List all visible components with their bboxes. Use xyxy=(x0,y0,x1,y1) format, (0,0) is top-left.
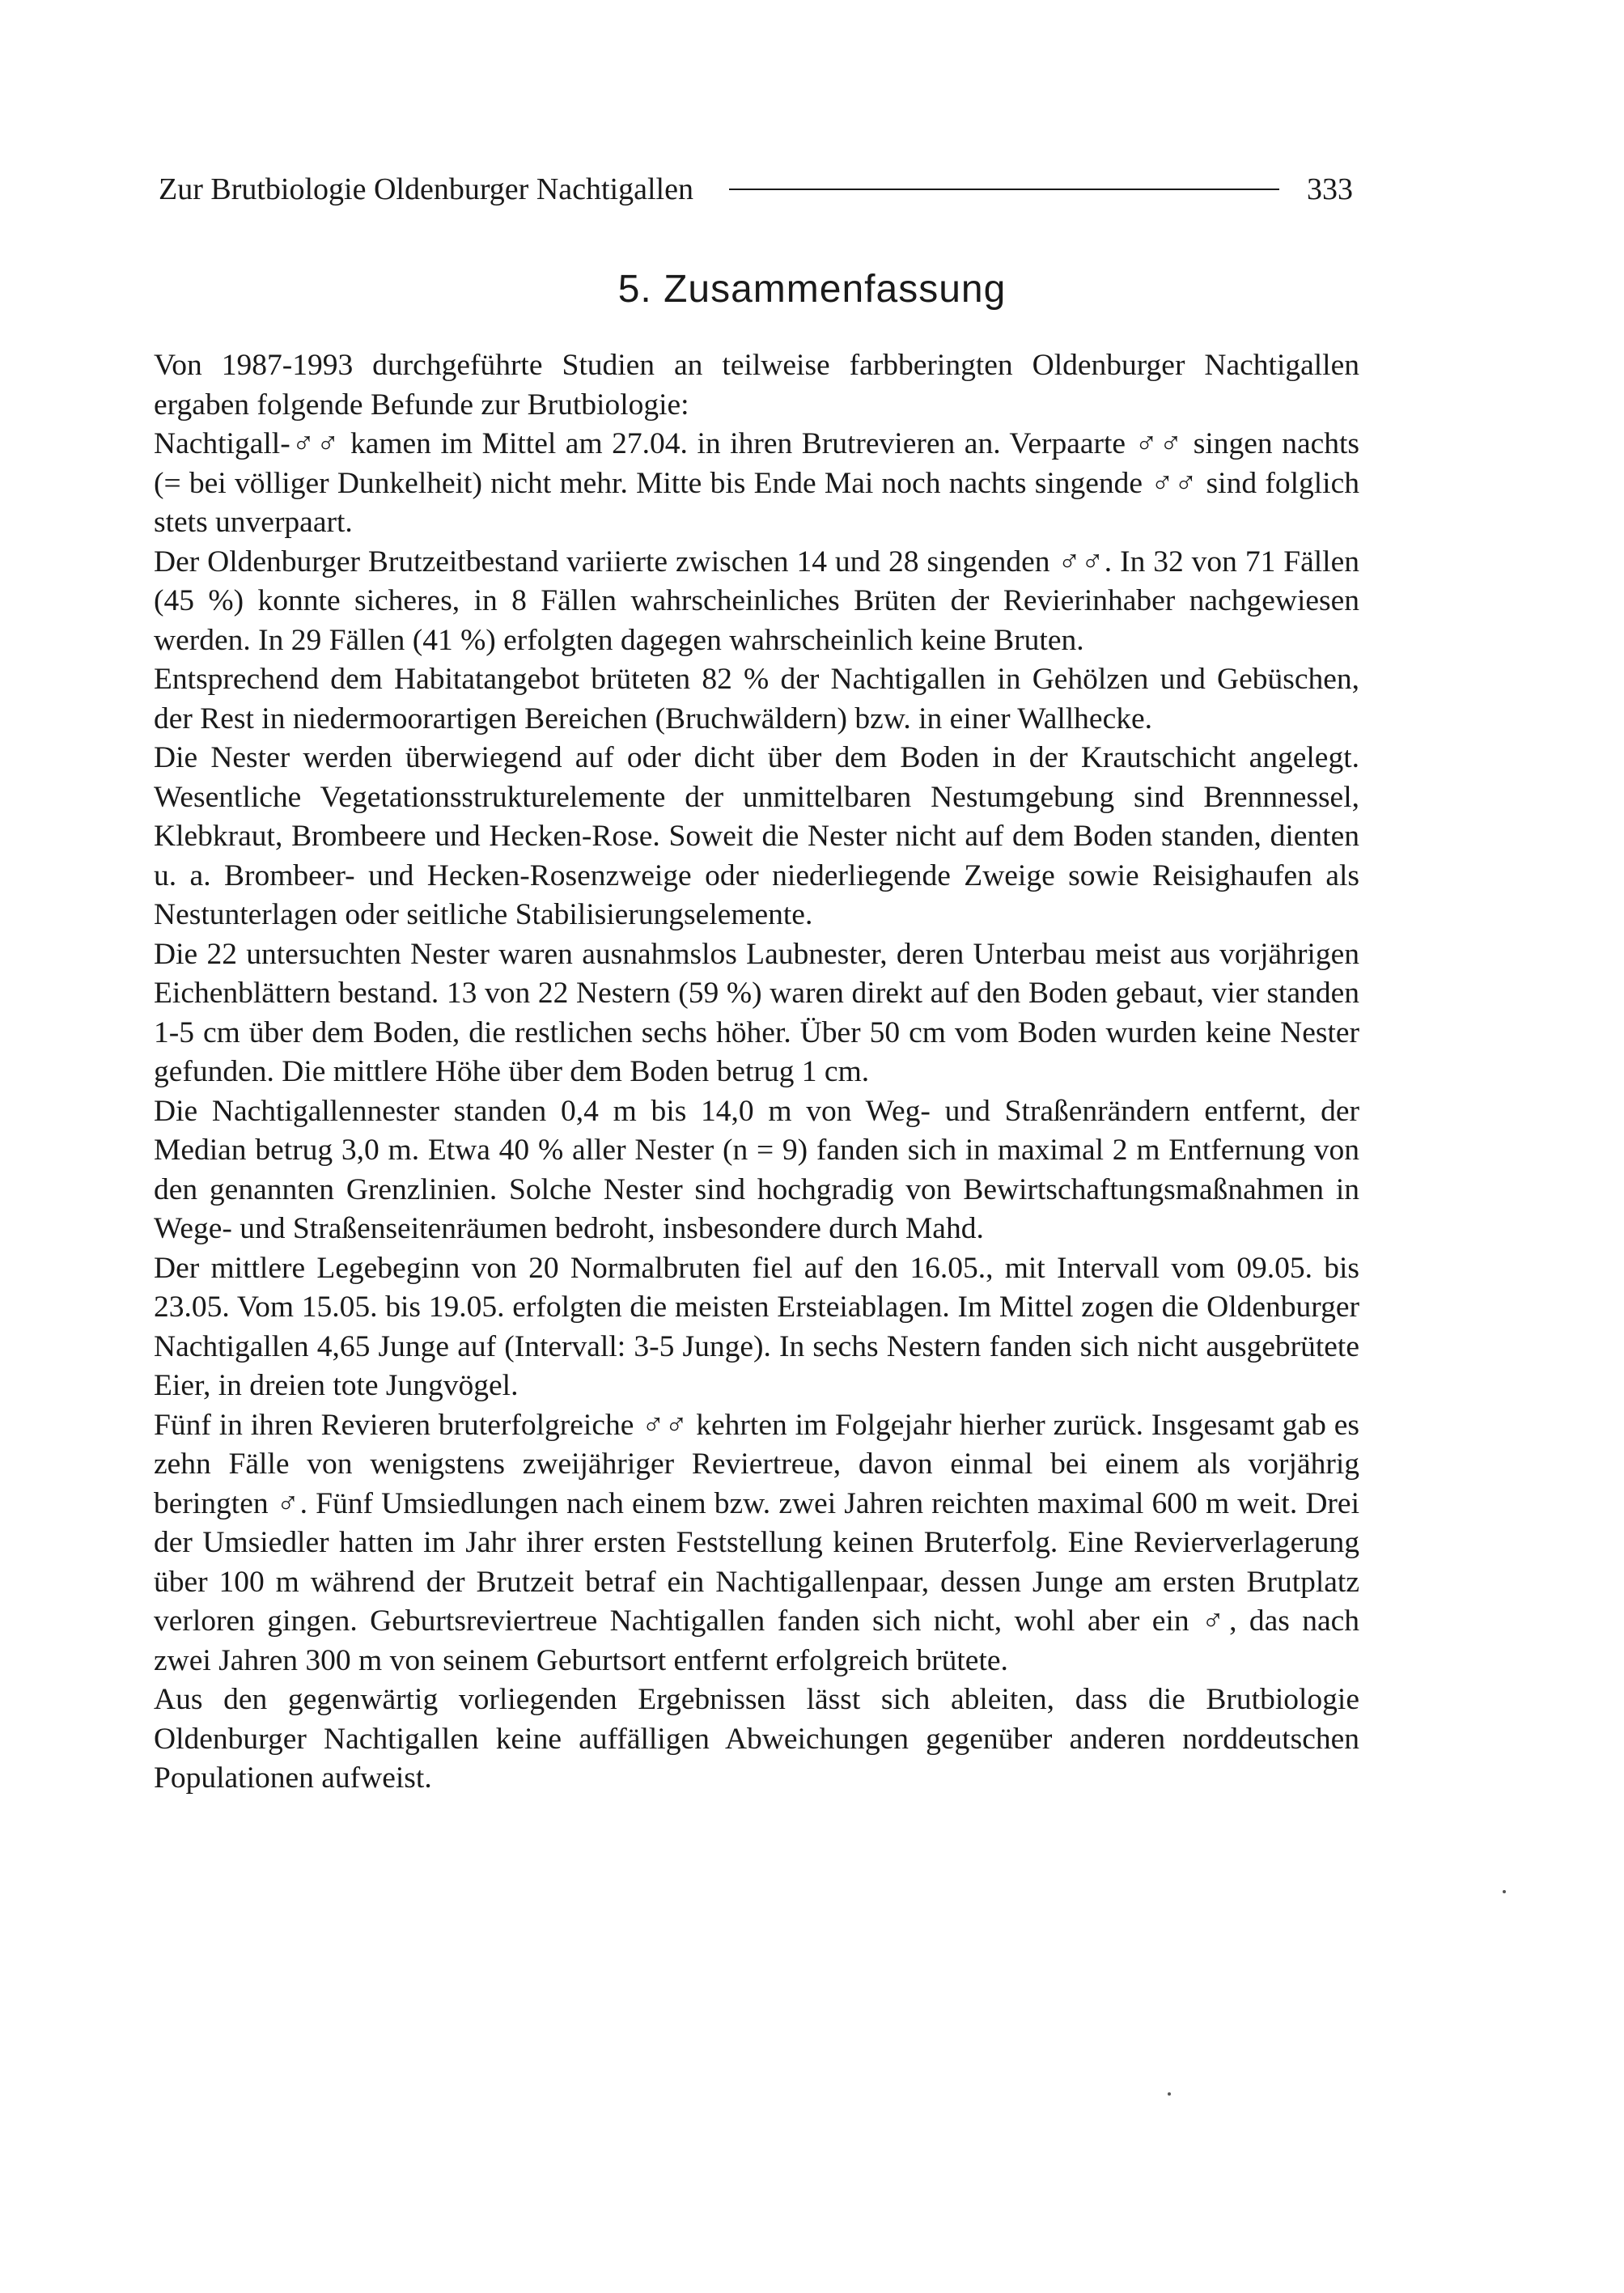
paragraph: Die Nachtigallennester standen 0,4 m bis 14,0 m von Weg- und Straßenrändern entfernt, der Median betrug 3,0 m. Etwa 40 % aller Nester (n = 9) fanden sich in maximal 2 m Entfernung von den genannten Grenzlinien. Solche Nester sind hochgradig von Bewirtschaftungsmaßnahmen in Wege- und Straßenseitenräumen bedroht, insbesondere durch Mahd. xyxy=(154,1094,1359,1245)
page-header xyxy=(159,167,1353,212)
paragraph: Die 22 untersuchten Nester waren ausnahmslos Laubnester, deren Unterbau meist aus vorjährigen Eichenblättern bestand. 13 von 22 Nestern (59 %) waren direkt auf den Boden gebaut, vier standen 1-5 cm über dem Boden, die restlichen sechs höher. Über 50 cm vom Boden wurden keine Nester gefunden. Die mittlere Höhe über dem Boden betrug 1 cm. xyxy=(154,937,1359,1088)
paragraph: Fünf in ihren Revieren bruterfolgreiche ♂♂ kehrten im Folgejahr hierher zurück. Insgesamt gab es zehn Fälle von wenigstens zweijähriger Reviertreue, davon einmal bei einem als vorjährig beringten ♂. Fünf Umsiedlungen nach einem bzw. zwei Jahren reichten maximal 600 m weit. Drei der Umsiedler hatten im Jahr ihrer ersten Feststellung keinen Bruterfolg. Eine Revierverlagerung über 100 m während der Brutzeit betraf ein Nachtigallenpaar, dessen Junge am ersten Brutplatz verloren gingen. Geburtsreviertreue Nachtigallen fanden sich nicht, wohl aber ein ♂, das nach zwei Jahren 300 m von seinem Geburtsort entfernt erfolgreich brütete. xyxy=(154,1408,1359,1677)
page-number: 333 xyxy=(1307,172,1353,206)
section-heading: 5. Zusammenfassung xyxy=(617,268,1007,311)
scan-speck xyxy=(1503,1890,1506,1893)
scan-speck xyxy=(1168,2092,1171,2096)
paragraph: Aus den gegenwärtig vorliegenden Ergebnissen lässt sich ableiten, dass die Brutbiologie Oldenburger Nachtigallen keine auffälligen Abweichungen gegenüber anderen norddeutschen Populationen aufweist. xyxy=(154,1683,1359,1795)
paragraph: Die Nester werden überwiegend auf oder dicht über dem Boden in der Krautschicht angelegt. Wesentliche Vegetationsstrukturelemente der unmittelbaren Nestumgebung sind Brennnessel, Klebkraut, Brombeere und Hecken-Rose. Soweit die Nester nicht auf dem Boden standen, dienten u. a. Brombeer- und Hecken-Rosenzweige oder niederliegende Zweige sowie Reisighaufen als Nestunterlagen oder seitliche Stabilisierungselemente. xyxy=(154,741,1359,931)
paragraph: Der Oldenburger Brutzeitbestand variierte zwischen 14 und 28 singenden ♂♂. In 32 von 71 Fällen (45 %) konnte sicheres, in 8 Fällen wahrscheinliches Brüten der Revierinhaber nachgewiesen werden. In 29 Fällen (41 %) erfolgten dagegen wahrscheinlich keine Bruten. xyxy=(154,545,1359,657)
paragraph: Von 1987-1993 durchgeführte Studien an teilweise farbberingten Oldenburger Nachtigallen ergaben folgende Befunde zur Brutbiologie: xyxy=(154,349,1359,422)
paragraph: Der mittlere Legebeginn von 20 Normalbruten fiel auf den 16.05., mit Intervall vom 09.05. bis 23.05. Vom 15.05. bis 19.05. erfolgten die meisten Ersteiablagen. Im Mittel zogen die Oldenburger Nachtigallen 4,65 Junge auf (Intervall: 3-5 Junge). In sechs Nestern fanden sich nicht ausgebrütete Eier, in dreien tote Jungvögel. xyxy=(154,1251,1359,1402)
paragraph: Entsprechend dem Habitatangebot brüteten 82 % der Nachtigallen in Gehölzen und Gebüschen, der Rest in niedermoorartigen Bereichen (Bruchwäldern) bzw. in einer Wallhecke. xyxy=(154,663,1359,735)
paragraph: Nachtigall-♂♂ kamen im Mittel am 27.04. in ihren Brutrevieren an. Verpaarte ♂♂ singen nachts (= bei völliger Dunkelheit) nicht mehr. Mitte bis Ende Mai noch nachts singende ♂♂ sind folglich stets unverpaart. xyxy=(154,427,1359,539)
header-rule xyxy=(729,189,1279,190)
summary-body xyxy=(154,346,1359,1799)
running-title: Zur Brutbiologie Oldenburger Nachtigallen xyxy=(159,172,693,206)
